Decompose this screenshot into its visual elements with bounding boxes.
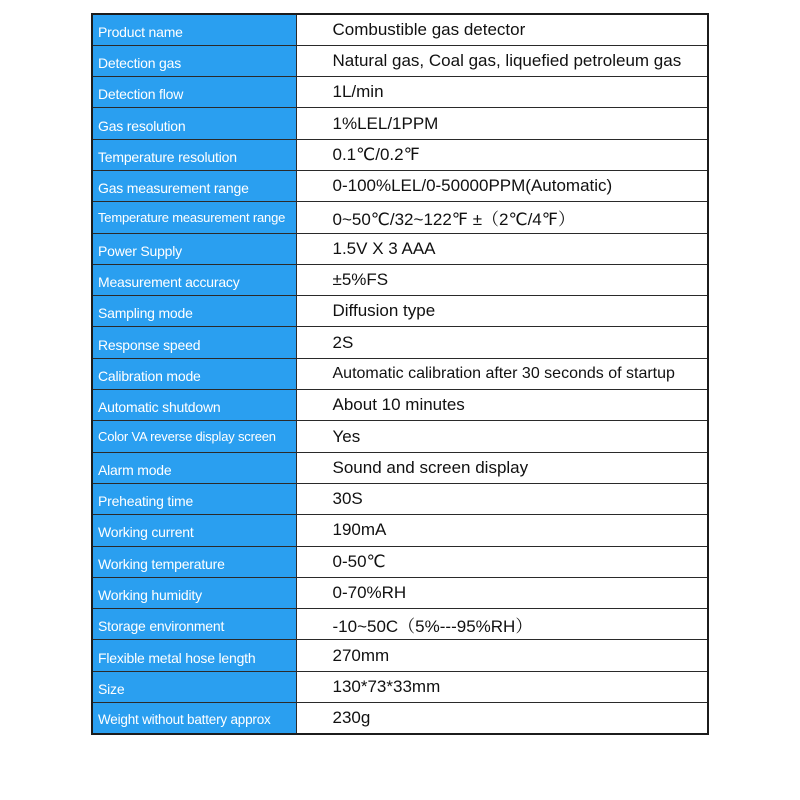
spec-row-working-humidity [92,577,708,608]
spec-label: Detection flow [92,77,296,108]
spec-row-response-speed [92,327,708,358]
spec-label: Measurement accuracy [92,264,296,295]
spec-row-sampling-mode [92,296,708,327]
spec-row-flexible-metal-hose-length [92,640,708,671]
spec-value: Automatic calibration after 30 seconds of startup [296,358,708,389]
spec-row-detection-flow [92,77,708,108]
spec-row-weight [92,703,708,734]
spec-value: About 10 minutes [296,390,708,421]
spec-value: 2S [296,327,708,358]
spec-value: 0~50℃/32~122℉ ±（2℃/4℉） [296,202,708,233]
spec-value: 0-50℃ [296,546,708,577]
spec-row-working-current [92,515,708,546]
spec-row-gas-measurement-range [92,170,708,201]
spec-value: 0-70%RH [296,577,708,608]
spec-label: Storage environment [92,609,296,640]
spec-value: Yes [296,421,708,452]
spec-label: Flexible metal hose length [92,640,296,671]
spec-row-calibration-mode [92,358,708,389]
spec-label: Temperature resolution [92,139,296,170]
spec-row-product-name [92,14,708,45]
spec-value: 1L/min [296,77,708,108]
spec-value: 270mm [296,640,708,671]
spec-label: Gas resolution [92,108,296,139]
spec-row-color-va-reverse-display-screen [92,421,708,452]
spec-label: Preheating time [92,483,296,514]
spec-label: Calibration mode [92,358,296,389]
spec-value: Natural gas, Coal gas, liquefied petroleum gas [296,45,708,76]
spec-label: Working humidity [92,577,296,608]
spec-label: Automatic shutdown [92,390,296,421]
spec-value: ±5%FS [296,264,708,295]
spec-label: Alarm mode [92,452,296,483]
spec-value: 30S [296,483,708,514]
spec-label: Working current [92,515,296,546]
spec-value: 230g [296,703,708,734]
spec-row-power-supply [92,233,708,264]
spec-table [91,13,709,735]
spec-label: Temperature measurement range [92,202,296,233]
spec-value: Combustible gas detector [296,14,708,45]
spec-value: -10~50C（5%---95%RH） [296,609,708,640]
spec-label: Product name [92,14,296,45]
spec-label: Color VA reverse display screen [92,421,296,452]
spec-value: 130*73*33mm [296,671,708,702]
spec-value: 0.1℃/0.2℉ [296,139,708,170]
spec-label: Sampling mode [92,296,296,327]
spec-row-gas-resolution [92,108,708,139]
spec-row-detection-gas [92,45,708,76]
spec-value: 0-100%LEL/0-50000PPM(Automatic) [296,170,708,201]
spec-label: Gas measurement range [92,170,296,201]
spec-row-storage-environment [92,609,708,640]
spec-label: Response speed [92,327,296,358]
spec-label: Size [92,671,296,702]
spec-value: 1%LEL/1PPM [296,108,708,139]
spec-row-preheating-time [92,483,708,514]
spec-row-size [92,671,708,702]
spec-label: Detection gas [92,45,296,76]
spec-row-automatic-shutdown [92,390,708,421]
spec-row-temperature-measurement-range [92,202,708,233]
spec-value: Sound and screen display [296,452,708,483]
spec-row-temperature-resolution [92,139,708,170]
spec-label: Working temperature [92,546,296,577]
spec-value: Diffusion type [296,296,708,327]
spec-row-working-temperature [92,546,708,577]
spec-value: 1.5V X 3 AAA [296,233,708,264]
spec-label: Weight without battery approx [92,703,296,734]
spec-row-alarm-mode [92,452,708,483]
spec-label: Power Supply [92,233,296,264]
spec-value: 190mA [296,515,708,546]
spec-row-measurement-accuracy [92,264,708,295]
